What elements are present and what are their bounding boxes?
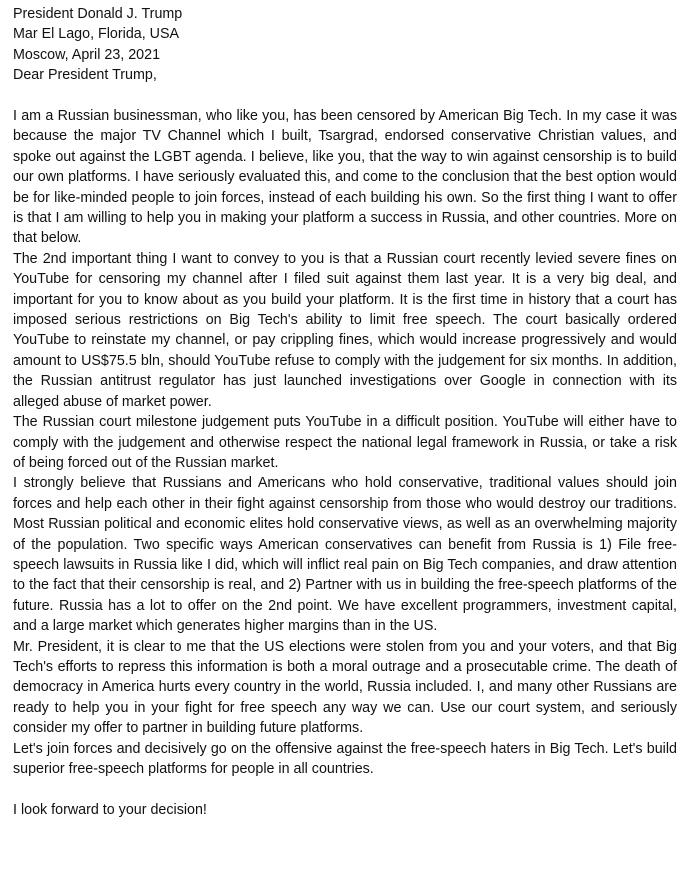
paragraph-censorship-intro: I am a Russian businessman, who like you, has been censored by American Big Tech. In my case it was because the major TV Channel which I built, Tsargrad, endorsed conservative Christian values, and spoke out against the LGBT agenda. I believe, like you, that the way to win against censorship is to build our own platforms. I have seriously evaluated this, and come to the conclusion that the best option would be for like-minded people to join forces, instead of each building his own. So the first thing I want to offer is that I am willing to help you in making your platform a success in Russia, and other countries. More on that below.	[13, 108, 677, 247]
spacer	[13, 779, 677, 799]
spacer	[13, 86, 677, 106]
recipient-address: Mar El Lago, Florida, USA	[13, 26, 180, 43]
place-and-date: Moscow, April 23, 2021	[13, 46, 161, 63]
recipient-name: President Donald J. Trump	[13, 6, 183, 22]
salutation: Dear President Trump,	[13, 67, 157, 84]
paragraph-elections: Mr. President, it is clear to me that the US elections were stolen from you and your voters, and that Big Tech's efforts to repress this information is both a moral outrage and a prosecutable crime. The death of democracy in America hurts every country in the world, Russia included. I, and many other Russians are ready to help you in your fight for free speech any way we can. Use our court system, and seriously consider my offer to partner in building future platforms.	[13, 638, 677, 737]
letter-document	[13, 4, 677, 820]
paragraph-call-to-action: Let's join forces and decisively go on the offensive against the free-speech haters in Big Tech. Let's build superior free-speech platforms for people in all countries.	[13, 740, 677, 778]
closing-line: I look forward to your decision!	[13, 801, 207, 818]
paragraph-youtube-position: The Russian court milestone judgement puts YouTube in a difficult position. YouTube will either have to comply with the judgement and otherwise respect the national legal framework in Russia, or take a risk of being forced out of the Russian market.	[13, 414, 677, 471]
paragraph-join-forces: I strongly believe that Russians and Americans who hold conservative, traditional values should join forces and help each other in their fight against censorship from those who would destroy our traditions. Most Russian political and economic elites hold conservative views, as well as an overwhelming majority of the population. Two specific ways American conservatives can benefit from Russia is 1) File free-speech lawsuits in Russia like I did, which will inflict real pain on Big Tech companies, and draw attention to the fact that their censorship is real, and 2) Partner with us in building the free-speech platforms of the future. Russia has a lot to offer on the 2nd point. We have excellent programmers, investment capital, and a large market which generates higher margins than in the US.	[13, 475, 677, 635]
paragraph-court-fines: The 2nd important thing I want to convey to you is that a Russian court recently levied severe fines on YouTube for censoring my channel after I filed suit against them last year. It is a very big deal, and important for you to know about as you build your platform. It is the first time in history that a court has imposed serious restrictions on Big Tech's ability to limit free speech. The court basically ordered YouTube to reinstate my channel, or pay crippling fines, which would increase progressively and would amount to US$75.5 bln, should YouTube refuse to comply with the judgement for six months. In addition, the Russian antitrust regulator has just launched investigations over Google in connection with its alleged abuse of market power.	[13, 250, 677, 410]
